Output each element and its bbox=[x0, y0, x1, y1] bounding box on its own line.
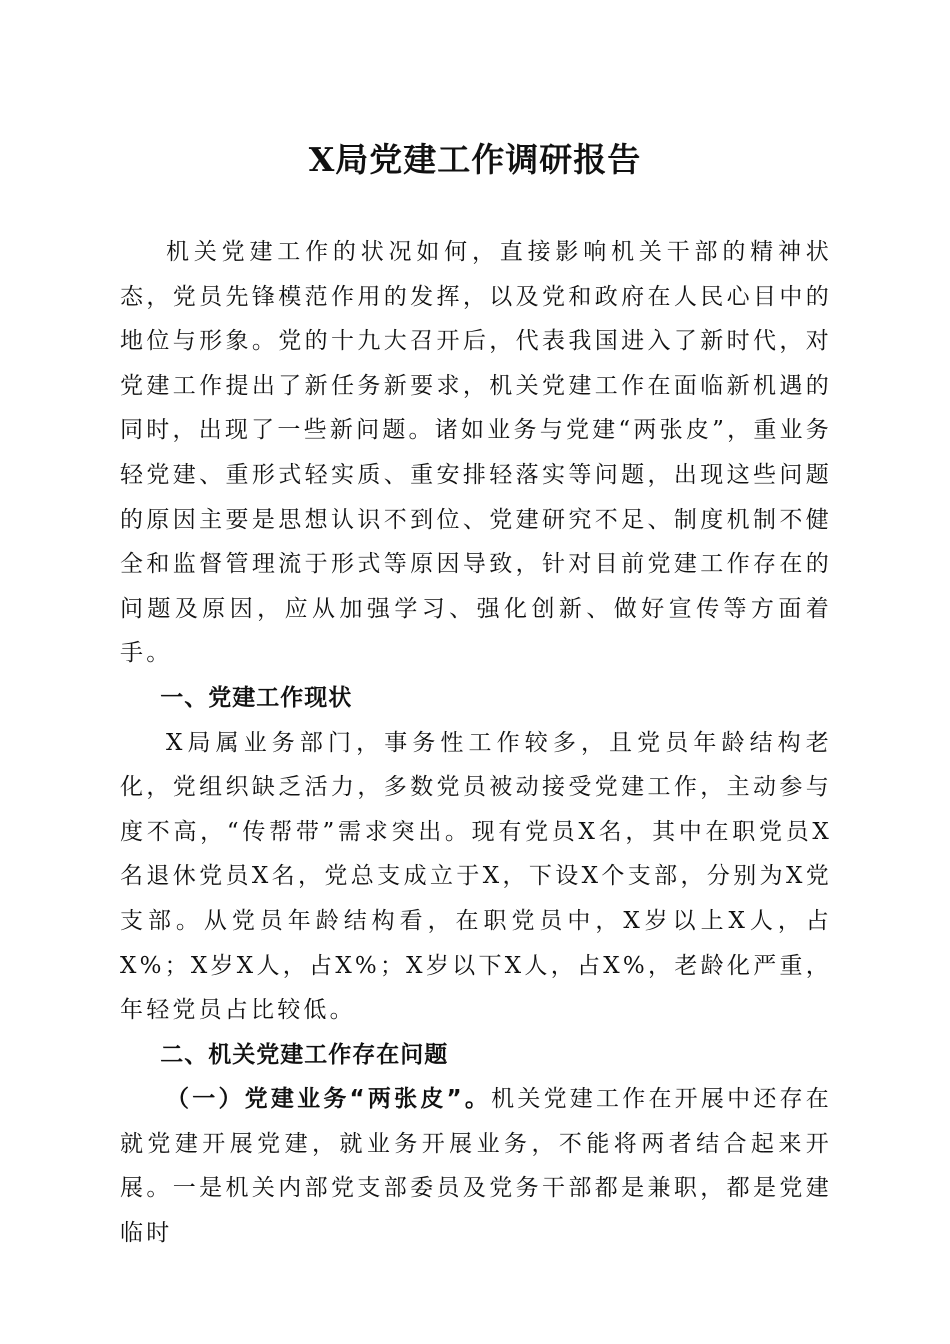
problem-one-body: 机关党建工作在开展中还存在就党建开展党建，就业务开展业务，不能将两者结合起来开展。一是机关内部党支部委员及党务干部都是兼职，都是党建临时 bbox=[120, 1086, 832, 1247]
section-status-paragraph: X局属业务部门，事务性工作较多，且党员年龄结构老化，党组织缺乏活力，多数党员被动接受党建工作，主动参与度不高，“传帮带”需求突出。现有党员X名，其中在职党员X名退休党员X名，党总支成立于X，下设X个支部，分别为X党支部。从党员年龄结构看，在职党员中，X岁以上X人，占X%；X岁X人，占X%；X岁以下X人，占X%，老龄化严重，年轻党员占比较低。 bbox=[120, 729, 832, 1024]
problem-one-lead: （一）党建业务“两张皮”。 bbox=[166, 1086, 492, 1113]
section-heading-problems: 二、机关党建工作存在问题 bbox=[160, 1041, 449, 1068]
document-body bbox=[120, 230, 832, 1256]
problem-one-paragraph bbox=[120, 1077, 832, 1255]
document-title: X局党建工作调研报告 bbox=[308, 140, 642, 179]
section-heading-status: 一、党建工作现状 bbox=[160, 684, 353, 711]
intro-paragraph: 机关党建工作的状况如何，直接影响机关干部的精神状态，党员先锋模范作用的发挥，以及党和政府在人民心目中的地位与形象。党的十九大召开后，代表我国进入了新时代，对党建工作提出了新任务新要求，机关党建工作在面临新机遇的同时，出现了一些新问题。诸如业务与党建“两张皮”，重业务轻党建、重形式轻实质、重安排轻落实等问题，出现这些问题的原因主要是思想认识不到位、党建研究不足、制度机制不健全和监督管理流于形式等原因导致，针对目前党建工作存在的问题及原因，应从加强学习、强化创新、做好宣传等方面着手。 bbox=[120, 239, 832, 667]
